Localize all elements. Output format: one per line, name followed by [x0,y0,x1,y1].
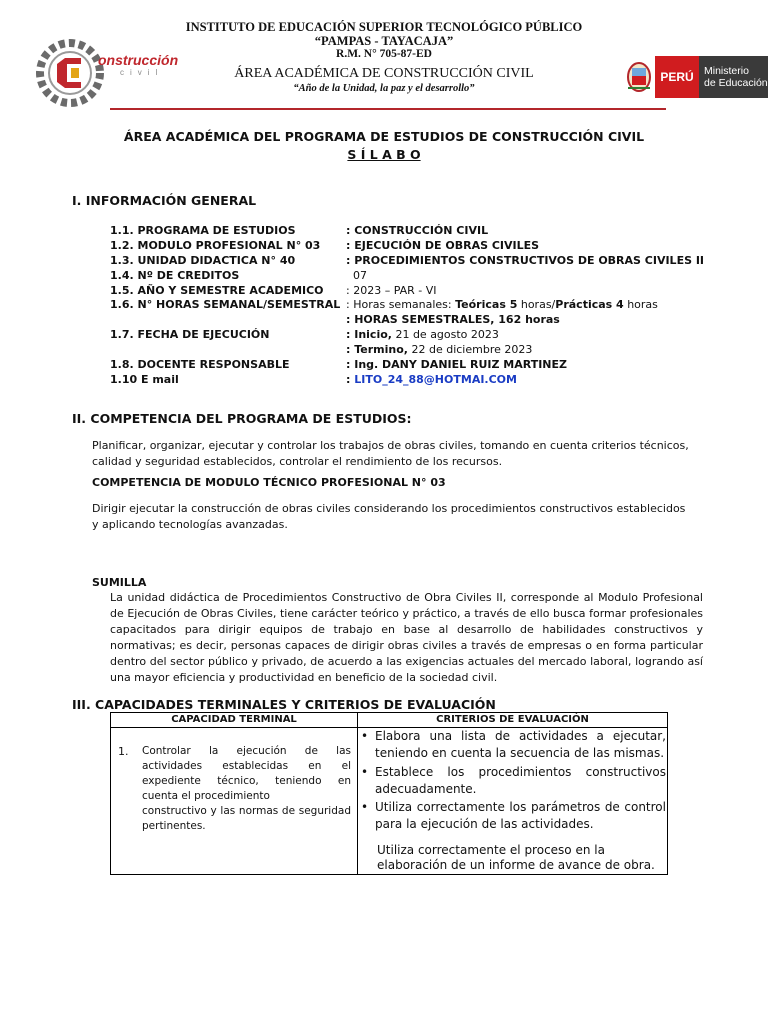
info-value-part: horas [623,298,658,311]
bullet-icon: • [361,800,369,814]
institute-name: INSTITUTO DE EDUCACIÓN SUPERIOR TECNOLÓGICO PÚBLICO [185,20,583,34]
info-label: 1.1. PROGRAMA DE ESTUDIOS [110,224,296,237]
email-link[interactable]: LITO_24_88@HOTMAI.COM [354,373,517,386]
capacidades-table [110,712,668,875]
info-value-part: Teóricas 5 [455,298,518,311]
criterio-item: Elabora una lista de actividades a ejecutar, teniendo en cuenta la secuencia de las mismas. [375,729,666,760]
ministerio-line2: de Educación [704,77,768,89]
competencia-modulo-heading: COMPETENCIA DE MODULO TÉCNICO PROFESIONAL N° 03 [92,476,446,489]
info-value: : Ing. DANY DANIEL RUIZ MARTINEZ [346,358,568,371]
ministerio-label [699,56,768,98]
section-heading-competencia: II. COMPETENCIA DEL PROGRAMA DE ESTUDIOS: [72,411,412,426]
bullet-icon: • [361,765,369,779]
info-value-part: 21 de agosto 2023 [391,328,499,341]
info-value-part: : Termino, [346,343,408,356]
table-divider [357,713,358,874]
info-value [346,343,532,357]
section-heading-informacion: I. INFORMACIÓN GENERAL [72,193,257,208]
info-label: 1.6. N° HORAS SEMANAL/SEMESTRAL [110,298,341,311]
peru-label: PERÚ [655,56,699,98]
bullet-icon: • [361,729,369,743]
info-value [346,328,499,342]
info-value [346,298,658,312]
logo-text: onstrucción [98,52,179,68]
info-value-part: : Inicio, [346,328,392,341]
info-value-part: : Horas semanales: [346,298,456,311]
info-value [346,373,517,387]
info-label: 1.2. MODULO PROFESIONAL N° 03 [110,239,321,252]
info-value: : CONSTRUCCIÓN CIVIL [346,224,489,237]
resolution-number: R.M. N° 705-87-ED [336,48,432,60]
info-label: 1.4. Nº DE CREDITOS [110,269,240,282]
info-value-part: horas/ [517,298,556,311]
construccion-civil-logo [35,38,105,108]
criterio-item: Utiliza correctamente los parámetros de control para la ejecución de las actividades. [375,800,666,831]
info-value-part: Prácticas 4 [555,298,624,311]
sumilla-paragraph: La unidad didáctica de Procedimientos Constructivo de Obra Civiles II, corresponde al Modulo Profesional de Ejecución de Obras Civiles, tiene carácter teórico y práctico, a través de ello busca formar profesionales capacitados para dirigir equipos de trabajo en base al desarrollo de habilidades constructivos y normativas; es decir, personas capaces de dirigir obras civiles a través de empresas o en forma particular dentro del sector público y privado, de acuerdo a las exigencias actuales del mercado laboral, logrando así una mayor eficiencia y productividad en beneficio de la sociedad civil. [110,591,703,684]
section-heading-capacidades: III. CAPACIDADES TERMINALES Y CRITERIOS DE EVALUACIÓN [72,697,496,712]
capacidad-number: 1. [118,745,129,758]
info-label: 1.3. UNIDAD DIDACTICA N° 40 [110,254,296,267]
document-title: ÁREA ACADÉMICA DEL PROGRAMA DE ESTUDIOS DE CONSTRUCCIÓN CIVIL [123,129,645,144]
institute-location: “PAMPAS - TAYACAJA” [314,34,454,48]
info-value-part: : [346,373,355,386]
year-motto: “Año de la Unidad, la paz y el desarrollo” [293,83,475,94]
area-name: ÁREA ACADÉMICA DE CONSTRUCCIÓN CIVIL [234,66,534,81]
competencia-modulo-paragraph: Dirigir ejecutar la construcción de obras civiles considerando los procedimientos constructivos establecidos y aplicando tecnologías avanzadas. [92,502,686,531]
info-value: : 2023 – PAR - VI [346,284,437,297]
info-value: : EJECUCIÓN DE OBRAS CIVILES [346,239,540,252]
criterio-extra: Utiliza correctamente el proceso en la elaboración de un informe de avance de obra. [377,843,655,872]
info-value-part: 22 de diciembre 2023 [407,343,533,356]
info-label: 1.7. FECHA DE EJECUCIÓN [110,328,270,341]
capacidad-text-cont: constructivo y las normas de seguridad pertinentes. [142,805,351,832]
info-label: 1.8. DOCENTE RESPONSABLE [110,358,290,371]
info-label: 1.10 E mail [110,373,179,386]
table-header-criterios: CRITERIOS DE EVALUACIÓN [436,714,589,725]
capacidad-text: Controlar la ejecución de las actividades establecidas en el expediente técnico, teniendo en cuenta el procedimiento [142,745,351,802]
ministerio-logo [625,56,768,98]
competencia-paragraph: Planificar, organizar, ejecutar y controlar los trabajos de obras civiles, tomando en cuenta criterios técnicos, calidad y seguridad establecidos, controlar el rendimiento de los recursos. [92,439,689,468]
criterio-item: Establece los procedimientos constructivos adecuadamente. [375,765,666,796]
info-value: : PROCEDIMIENTOS CONSTRUCTIVOS DE OBRAS CIVILES II [346,254,705,267]
info-label: 1.5. AÑO Y SEMESTRE ACADEMICO [110,284,324,297]
header-divider [110,108,666,110]
ministerio-line1: Ministerio [704,65,749,77]
info-value: 07 [346,269,367,282]
sumilla-heading: SUMILLA [92,576,147,589]
logo-subtext: civil [120,68,164,77]
info-value: : HORAS SEMESTRALES, 162 horas [346,313,560,326]
peru-shield-icon [625,60,653,94]
table-header-capacidad: CAPACIDAD TERMINAL [171,714,297,725]
document-subtitle: S Í L A B O [347,147,421,162]
